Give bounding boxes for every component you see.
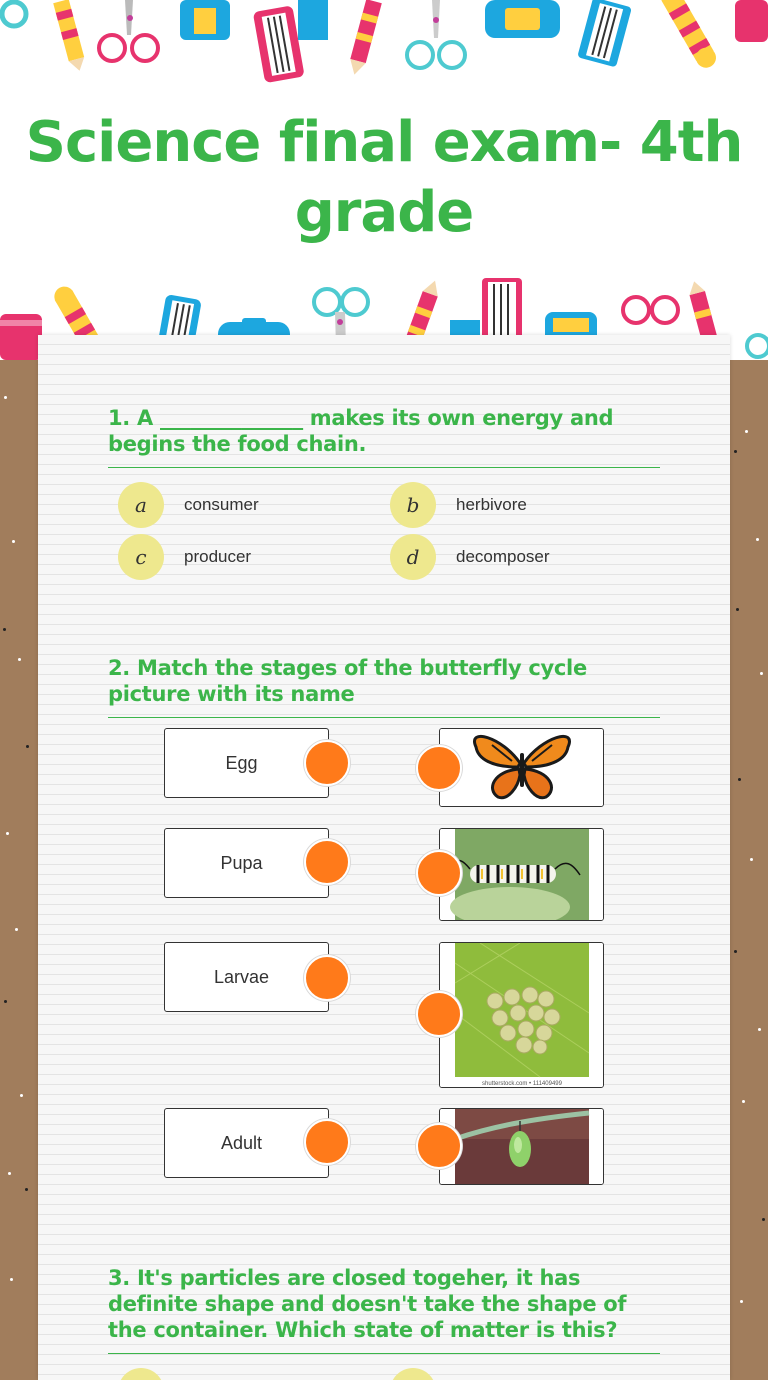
question-1-option-c[interactable] <box>118 534 251 580</box>
option-letter-badge <box>118 1368 164 1380</box>
question-3-option-a[interactable] <box>118 1368 164 1380</box>
question-2-divider <box>108 717 660 718</box>
match-handle-eggs[interactable] <box>416 991 462 1037</box>
match-image-caterpillar[interactable] <box>439 828 604 921</box>
match-image-eggs[interactable] <box>439 942 604 1088</box>
option-text: decomposer <box>456 547 550 566</box>
option-letter-badge: c <box>118 534 164 580</box>
match-label-pupa[interactable]: Pupa <box>164 828 329 898</box>
image-watermark-caption: shutterstock.com • 111409499 <box>482 1081 562 1087</box>
option-letter-badge <box>390 1368 436 1380</box>
match-label-adult[interactable]: Adult <box>164 1108 329 1178</box>
school-supplies-decoration-top <box>0 0 768 90</box>
chrysalis-image <box>440 1109 604 1185</box>
match-image-chrysalis[interactable] <box>439 1108 604 1185</box>
match-handle-chrysalis[interactable] <box>416 1123 462 1169</box>
match-label-egg[interactable]: Egg <box>164 728 329 798</box>
match-handle-adult[interactable] <box>304 1119 350 1165</box>
question-1-option-d[interactable] <box>390 534 550 580</box>
option-text: herbivore <box>456 495 527 514</box>
match-handle-pupa[interactable] <box>304 839 350 885</box>
question-3-title: 3. It's particles are closed togeher, it has definite shape and doesn't take the shape of the container. Which state of matter is this? <box>108 1266 627 1342</box>
question-2-title: 2. Match the stages of the butterfly cycle picture with its name <box>108 656 587 706</box>
match-handle-caterpillar[interactable] <box>416 850 462 896</box>
butterfly-image <box>440 729 604 807</box>
question-1-option-b[interactable] <box>390 482 527 528</box>
question-3-divider <box>108 1353 660 1354</box>
question-1-divider <box>108 467 660 468</box>
option-letter-badge: d <box>390 534 436 580</box>
match-label-larvae[interactable]: Larvae <box>164 942 329 1012</box>
option-text: producer <box>184 547 252 566</box>
match-handle-egg[interactable] <box>304 740 350 786</box>
option-letter-badge: a <box>118 482 164 528</box>
worksheet-title: Science final exam- 4th grade <box>25 110 743 245</box>
match-handle-larvae[interactable] <box>304 955 350 1001</box>
question-3-option-b[interactable] <box>390 1368 436 1380</box>
match-handle-butterfly[interactable] <box>416 745 462 791</box>
option-text: consumer <box>184 495 259 514</box>
option-letter-badge: b <box>390 482 436 528</box>
match-image-butterfly[interactable] <box>439 728 604 807</box>
question-1-option-a[interactable] <box>118 482 259 528</box>
question-1-title: 1. A ______________ makes its own energy and begins the food chain. <box>108 406 614 456</box>
eggs-image <box>440 943 604 1088</box>
worksheet-header <box>0 0 768 360</box>
caterpillar-image <box>440 829 604 921</box>
